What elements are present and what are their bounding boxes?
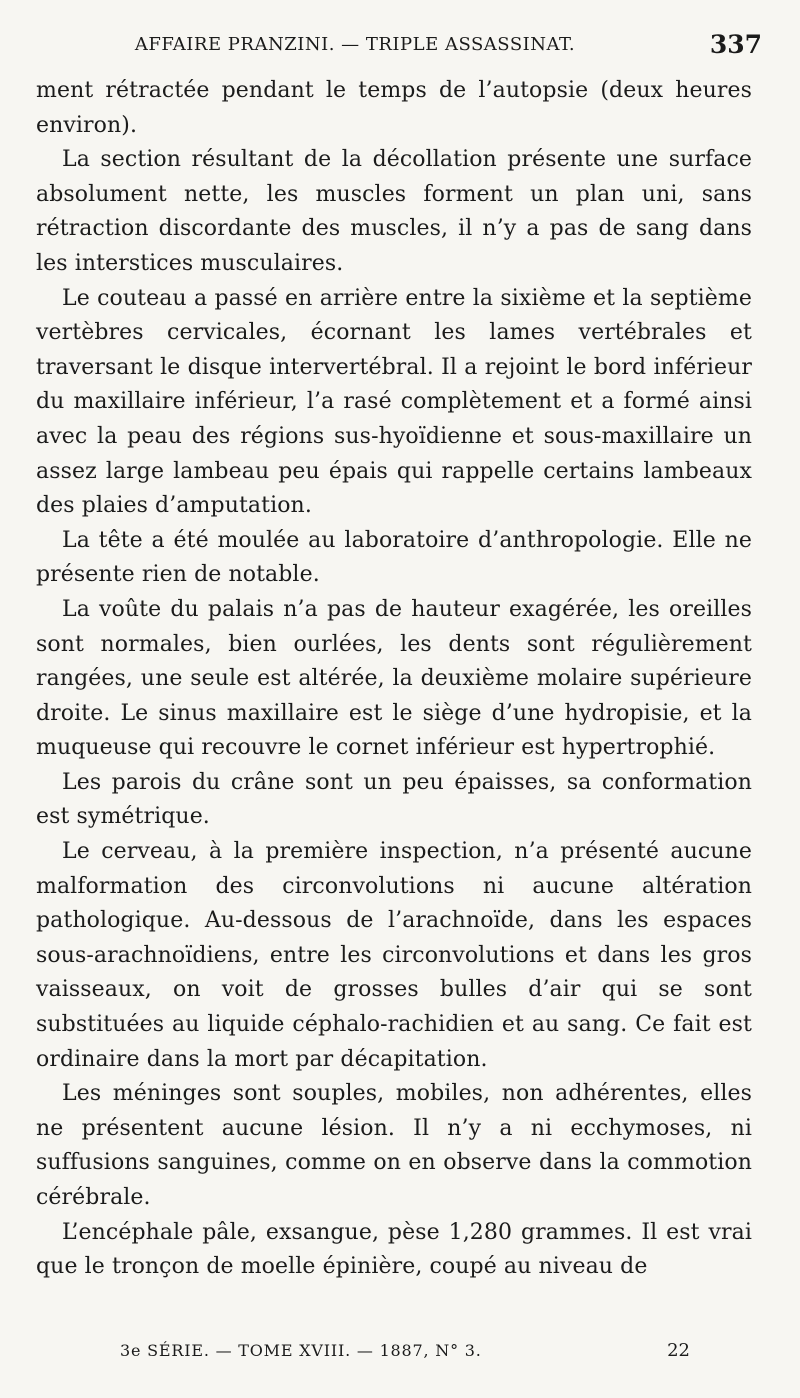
paragraph: La section résultant de la décollation présente une surface absolument nette, les muscles forment un plan uni, sans rétraction discordante des muscles, il n’y a pas de sang dans les interstices musculaires. (36, 147, 752, 276)
page-number: 337 (709, 30, 762, 59)
running-head (36, 28, 764, 62)
page-footer (120, 1336, 690, 1366)
paragraph: La tête a été moulée au laboratoire d’anthropologie. Elle ne présente rien de notable. (36, 527, 752, 588)
paragraph: Le couteau a passé en arrière entre la sixième et la septième vertèbres cervicales, écornant les lames vertébrales et traversant le disque intervertébral. Il a rejoint le bord inférieur du maxillaire inférieur, l’a rasé complètement et a formé ainsi avec la peau des régions sus-hyoïdienne et sous-maxillaire un assez large lambeau peu épais qui rappelle certains lambeaux des plaies d’amputation. (36, 285, 752, 519)
paragraph: La voûte du palais n’a pas de hauteur exagérée, les oreilles sont normales, bien ourlées, les dents sont régulièrement rangées, une seule est altérée, la deuxième molaire supérieure droite. Le sinus maxillaire est le siège d’une hydropisie, et la muqueuse qui recouvre le cornet inférieur est hypertrophié. (36, 596, 752, 761)
paragraph: L’encéphale pâle, exsangue, pèse 1,280 grammes. Il est vrai que le tronçon de moelle épinière, coupé au niveau de (36, 1219, 752, 1280)
paragraph: Les méninges sont souples, mobiles, non adhérentes, elles ne présentent aucune lésion. Il n’y a ni ecchymoses, ni suffusions sanguines, comme on en observe dans la commotion cérébrale. (36, 1081, 752, 1210)
body-text (36, 74, 752, 1285)
running-title: AFFAIRE PRANZINI. — TRIPLE ASSASSINAT. (134, 34, 576, 55)
paragraph: Le cerveau, à la première inspection, n’a présenté aucune malformation des circonvolutions ni aucune altération pathologique. Au-dessous de l’arachnoïde, dans les espaces sous-arachnoïdiens, entre les circonvolutions et dans les gros vaisseaux, on voit de grosses bulles d’air qui se sont substituées au liquide céphalo-rachidien et au sang. Ce fait est ordinaire dans la mort par décapitation. (36, 839, 752, 1072)
paragraph-continuation: ment rétractée pendant le temps de l’autopsie (deux heures environ). (36, 78, 752, 138)
signature-mark: 22 (667, 1340, 690, 1361)
series-info: 3e SÉRIE. — TOME XVIII. — 1887, N° 3. (120, 1341, 482, 1360)
paragraph: Les parois du crâne sont un peu épaisses, sa conformation est symétrique. (36, 769, 752, 830)
